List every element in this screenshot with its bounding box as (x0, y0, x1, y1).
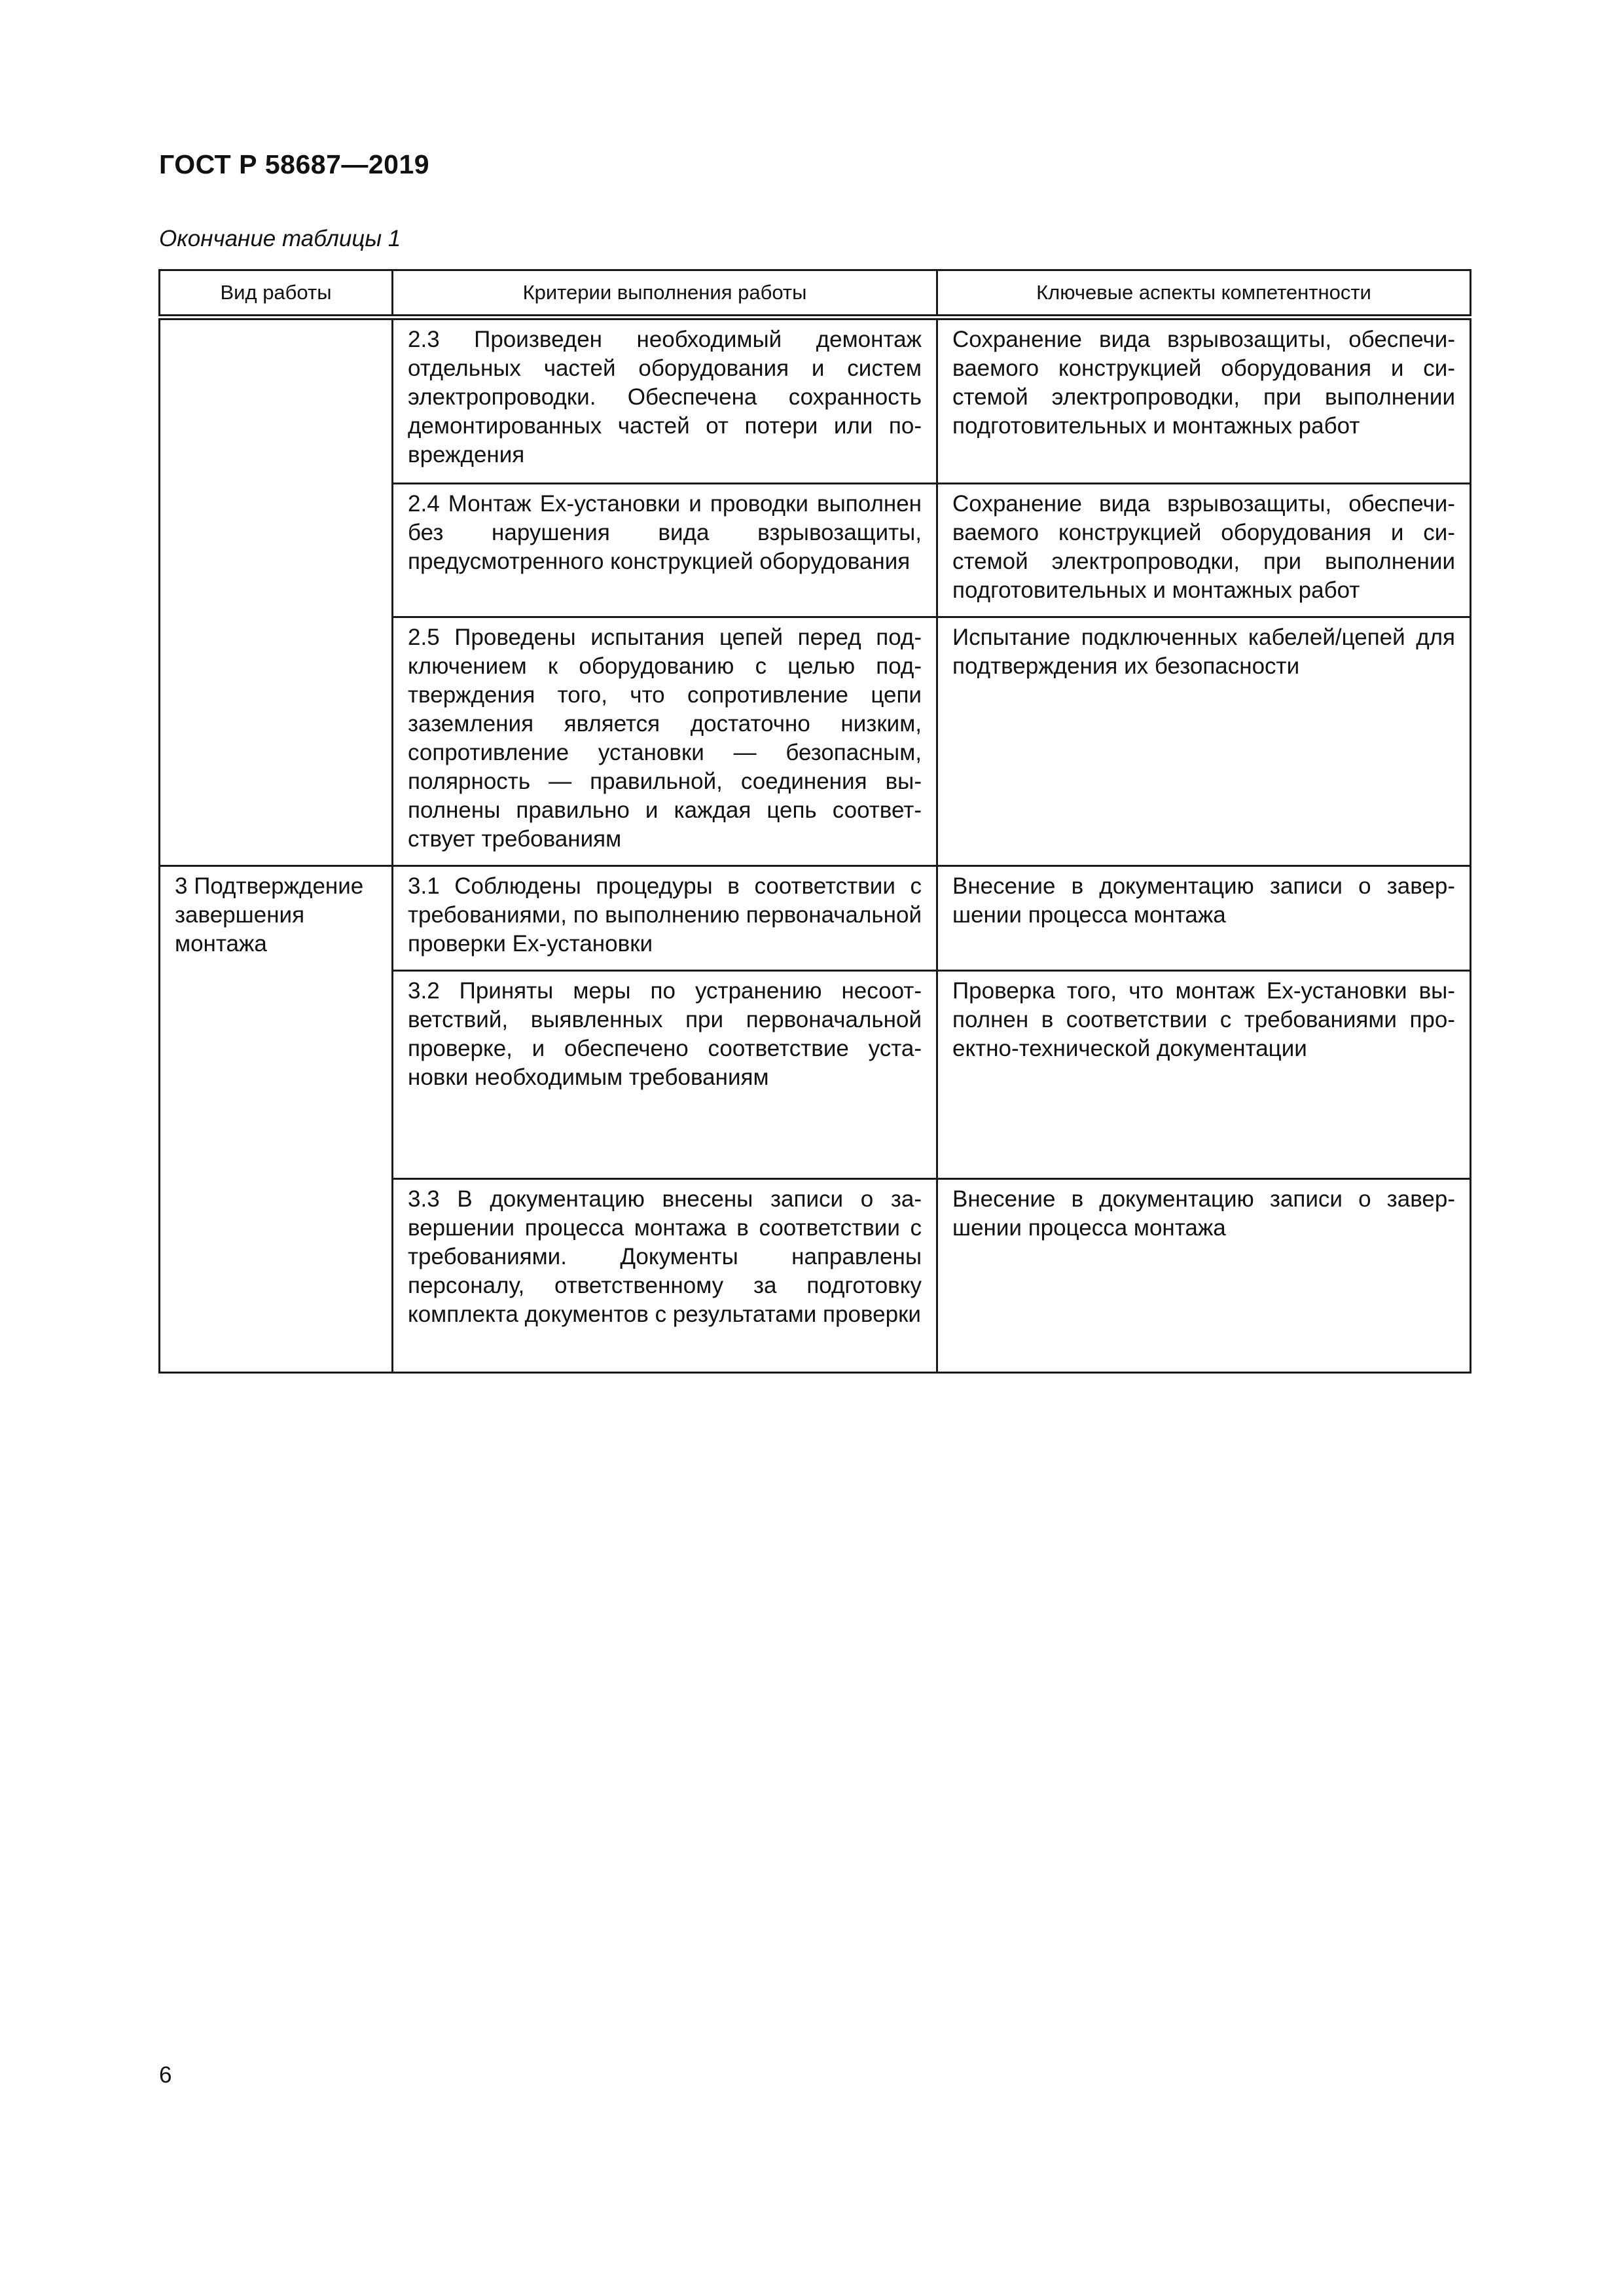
work-type-cell: 3 Подтверждение завершения монтажа (160, 866, 393, 1373)
table-row (160, 866, 1471, 971)
competency-table (158, 269, 1471, 1374)
criteria-cell: 2.5 Проведены испытания цепей перед подключением к оборудованию с целью подтверждения того, что сопротивление цепи заземления является достаточно низким, сопротивление установки — безопасным, полярность — правильной, соединения выполнены правильно и каждая цепь соответствует требованиям (393, 617, 937, 866)
table-header-row (160, 270, 1471, 318)
table-caption: Окончание таблицы 1 (159, 226, 401, 251)
criteria-cell: 2.3 Произведен необходимый демонтаж отдельных частей оборудования и систем электропроводки. Обеспечена сохранность демонтированных частей от потери или повреждения (393, 318, 937, 484)
page-number: 6 (159, 2062, 172, 2088)
aspects-cell: Проверка того, что монтаж Ex-установки выполнен в соответствии с требованиями проектно-технической документации (937, 971, 1471, 1179)
column-header-work-type: Вид работы (160, 270, 393, 318)
criteria-cell: 2.4 Монтаж Ex-установки и проводки выполнен без нарушения вида взрывозащиты, предусмотренного конструкцией оборудования (393, 484, 937, 617)
column-header-aspects: Ключевые аспекты компетентности (937, 270, 1471, 318)
aspects-cell: Внесение в документацию записи о завершении процесса монтажа (937, 866, 1471, 971)
document-code: ГОСТ Р 58687—2019 (159, 149, 430, 179)
criteria-cell: 3.1 Соблюдены процедуры в соответствии с требованиями, по выполнению первоначальной проверки Ex-установки (393, 866, 937, 971)
criteria-cell: 3.2 Приняты меры по устранению несоответствий, выявленных при первоначальной проверке, и обеспечено соответствие установки необходимым требованиям (393, 971, 937, 1179)
table-row (160, 318, 1471, 484)
column-header-criteria: Критерии выполнения работы (393, 270, 937, 318)
aspects-cell: Сохранение вида взрывозащиты, обеспечиваемого конструкцией оборудования и системой электропроводки, при выполнении подготовительных и монтажных работ (937, 318, 1471, 484)
criteria-cell: 3.3 В документацию внесены записи о завершении процесса монтажа в соответствии с требованиями. Документы направлены персоналу, ответственному за подготовку комплекта документов с результатами проверки (393, 1179, 937, 1373)
aspects-cell: Сохранение вида взрывозащиты, обеспечиваемого конструкцией оборудования и системой электропроводки, при выполнении подготовительных и монтажных работ (937, 484, 1471, 617)
work-type-cell (160, 318, 393, 866)
aspects-cell: Внесение в документацию записи о завершении процесса монтажа (937, 1179, 1471, 1373)
aspects-cell: Испытание подключенных кабелей/цепей для подтверждения их безопасности (937, 617, 1471, 866)
